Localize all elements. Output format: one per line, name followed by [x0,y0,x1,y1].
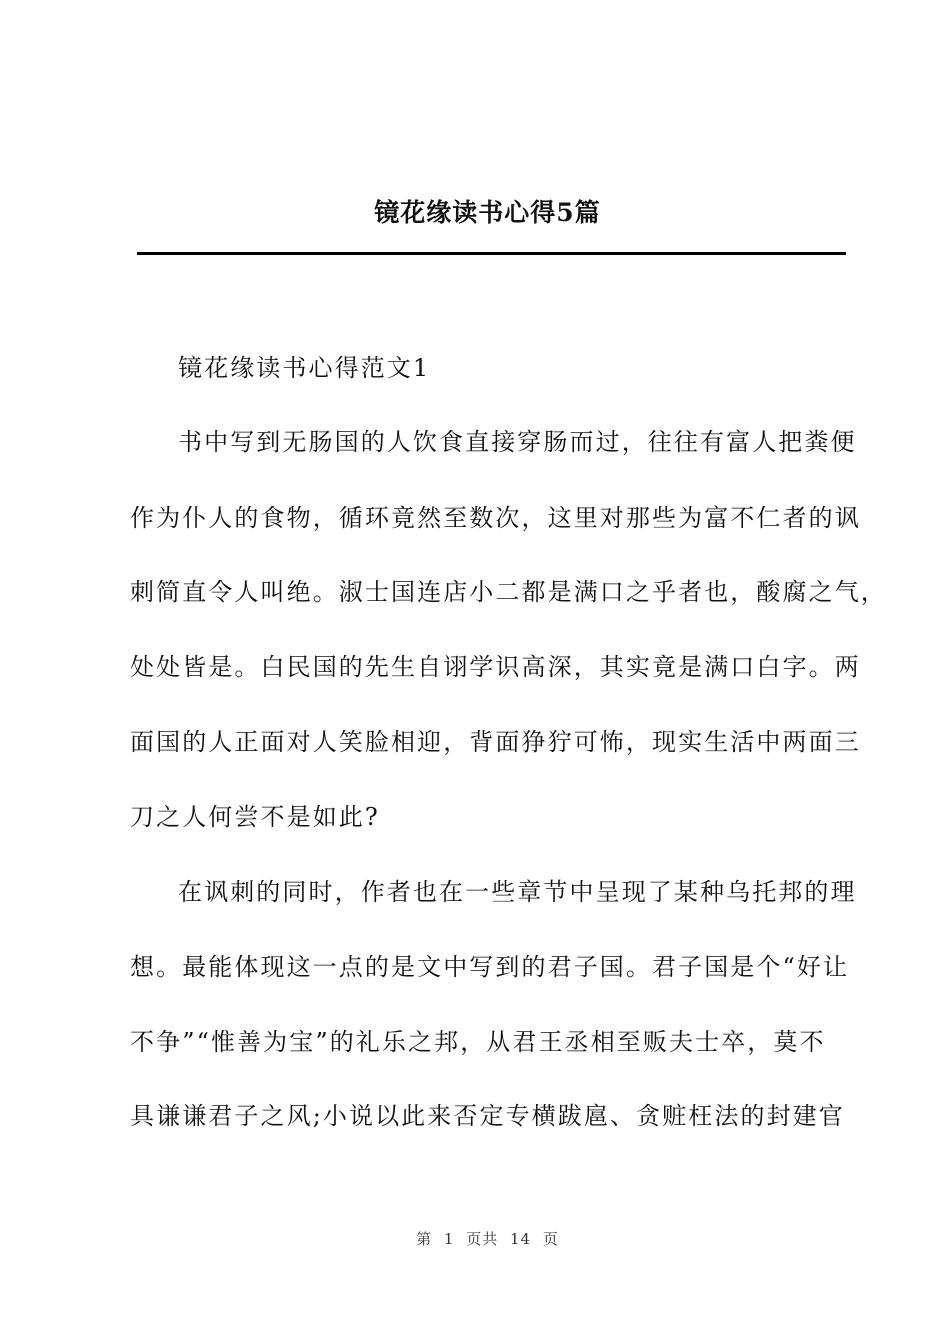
paragraph-line: 刺简直令人叫绝。淑士国连店小二都是满口之乎者也，酸腐之气， [130,578,887,606]
paragraph-line: 书中写到无肠国的人饮食直接穿肠而过，往往有富人把粪便 [178,428,857,456]
paragraph-line: 不争”“惟善为宝”的礼乐之邦，从君王丞相至贩夫士卒，莫不 [130,1028,826,1056]
page-number-footer: 第 1 页共 14 页 [416,1230,559,1248]
paragraph-line: 在讽刺的同时，作者也在一些章节中呈现了某种乌托邦的理 [178,878,857,906]
paragraph-line: 作为仆人的食物，循环竟然至数次，这里对那些为富不仁者的讽 [130,504,861,532]
paragraph-line: 具谦谦君子之风;小说以此来否定专横跋扈、贪赃枉法的封建官 [130,1102,845,1130]
paragraph-line: 面国的人正面对人笑脸相迎，背面狰狞可怖，现实生活中两面三 [130,728,861,756]
paragraph-line: 想。最能体现这一点的是文中写到的君子国。君子国是个“好让 [130,953,850,981]
document-title: 镜花缘读书心得5篇 [374,198,601,227]
title-divider [137,252,846,255]
paragraph-line: 刀之人何尝不是如此? [130,803,380,831]
section-heading: 镜花缘读书心得范文1 [178,354,431,382]
paragraph-line: 处处皆是。白民国的先生自诩学识高深，其实竟是满口白字。两 [130,653,861,681]
